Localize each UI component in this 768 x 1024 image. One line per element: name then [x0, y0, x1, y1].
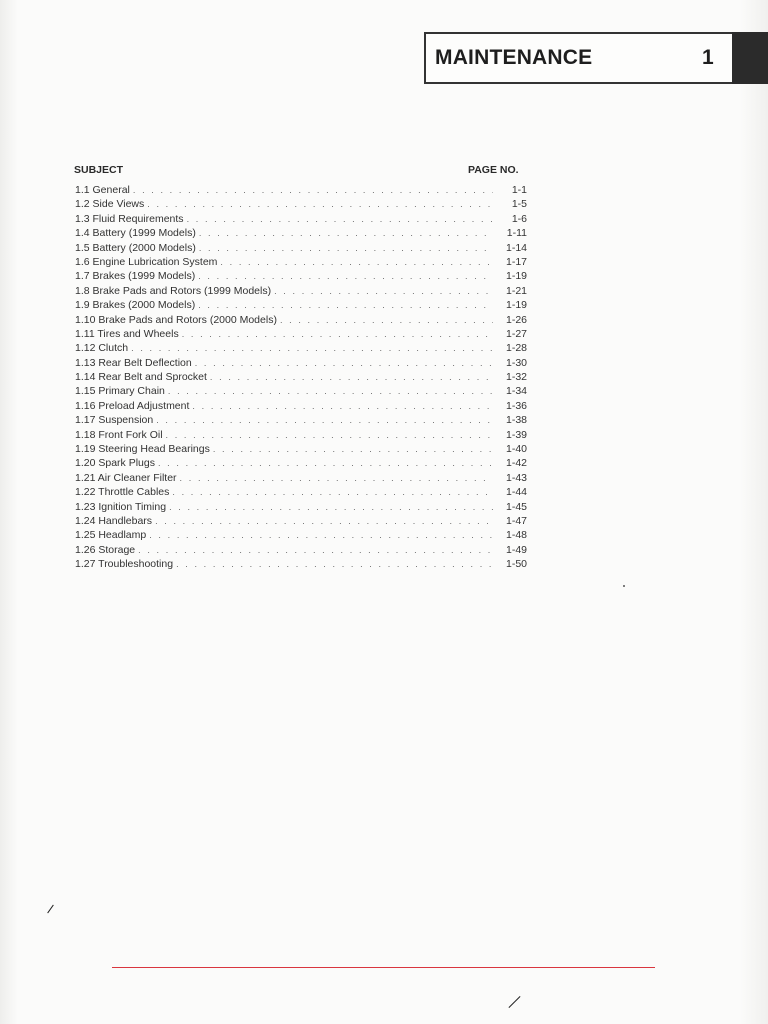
- toc-dot-leader: [192, 399, 493, 413]
- toc-dot-leader: [138, 543, 493, 557]
- toc-entry: [75, 356, 527, 370]
- toc-dot-leader: [199, 241, 493, 255]
- toc-dot-leader: [133, 183, 493, 197]
- toc-entry: [75, 298, 527, 312]
- toc-entry-page: 1-38: [505, 414, 527, 427]
- toc-entry: [75, 456, 527, 470]
- toc-entry: [75, 442, 527, 456]
- toc-entry: [75, 269, 527, 283]
- toc-entry-page: 1-30: [505, 356, 527, 369]
- toc-entry: [75, 241, 527, 255]
- toc-dot-leader: [169, 500, 493, 514]
- toc-entry: [75, 485, 527, 499]
- toc-entry: [75, 500, 527, 514]
- toc-entry-page: 1-26: [505, 313, 527, 326]
- toc-entry: [75, 183, 527, 197]
- toc-entry: [75, 255, 527, 269]
- toc-entry-title: 1.19 Steering Head Bearings: [75, 443, 210, 456]
- toc-entry-title: 1.5 Battery (2000 Models): [75, 241, 196, 254]
- toc-entry-title: 1.16 Preload Adjustment: [75, 399, 190, 412]
- toc-entry: [75, 284, 527, 298]
- toc-entry-title: 1.24 Handlebars: [75, 514, 153, 527]
- toc-entry-page: 1-45: [505, 500, 527, 513]
- toc-entry-page: 1-32: [505, 371, 527, 384]
- toc-entry-page: 1-39: [505, 428, 527, 441]
- toc-entry: [75, 413, 527, 427]
- toc-entry-page: 1-47: [505, 514, 527, 527]
- toc-entry-title: 1.17 Suspension: [75, 414, 154, 427]
- toc-entry-page: 1-34: [505, 385, 527, 398]
- toc-entry-page: 1-5: [511, 198, 527, 211]
- toc-dot-leader: [280, 313, 493, 327]
- toc-entry-title: 1.2 Side Views: [75, 198, 145, 211]
- toc-dot-leader: [155, 514, 493, 528]
- toc-entry-page: 1-14: [505, 241, 527, 254]
- toc-dot-leader: [199, 226, 493, 240]
- toc-entry: [75, 399, 527, 413]
- toc-entry-page: 1-42: [505, 457, 527, 470]
- toc-dot-leader: [198, 298, 493, 312]
- toc-entry-title: 1.10 Brake Pads and Rotors (2000 Models): [75, 313, 277, 326]
- toc-entry-title: 1.26 Storage: [75, 543, 136, 556]
- toc-entry: [75, 471, 527, 485]
- toc-entry-page: 1-27: [505, 327, 527, 340]
- toc-entry-title: 1.27 Troubleshooting: [75, 558, 174, 571]
- toc-entry-page: 1-40: [505, 443, 527, 456]
- toc-dot-leader: [180, 471, 493, 485]
- toc-dot-leader: [158, 456, 493, 470]
- chapter-tab-marker: [732, 32, 768, 84]
- toc-entry: [75, 384, 527, 398]
- toc-dot-leader: [213, 442, 493, 456]
- toc-dot-leader: [166, 428, 493, 442]
- toc-entry-title: 1.21 Air Cleaner Filter: [75, 471, 177, 484]
- toc-entry: [75, 327, 527, 341]
- toc-entry-title: 1.9 Brakes (2000 Models): [75, 299, 196, 312]
- toc-entry-title: 1.23 Ignition Timing: [75, 500, 167, 513]
- toc-entry-page: 1-43: [505, 471, 527, 484]
- toc-entry-page: 1-36: [505, 399, 527, 412]
- toc-entry-title: 1.8 Brake Pads and Rotors (1999 Models): [75, 284, 272, 297]
- toc-entry-page: 1-49: [505, 543, 527, 556]
- toc-entry-page: 1-17: [505, 255, 527, 268]
- toc-dot-leader: [195, 356, 493, 370]
- toc-dot-leader: [131, 341, 493, 355]
- footer-rule: [112, 967, 655, 968]
- toc-dot-leader: [147, 197, 493, 211]
- page-number-column-heading: PAGE NO.: [468, 164, 519, 176]
- toc-dot-leader: [149, 528, 493, 542]
- toc-entry-page: 1-44: [505, 486, 527, 499]
- toc-dot-leader: [172, 485, 493, 499]
- toc-entry-title: 1.14 Rear Belt and Sprocket: [75, 371, 207, 384]
- toc-entry-title: 1.25 Headlamp: [75, 529, 147, 542]
- toc-entry: [75, 197, 527, 211]
- toc-entry-page: 1-48: [505, 529, 527, 542]
- toc-entry-title: 1.11 Tires and Wheels: [75, 327, 179, 340]
- toc-entry-title: 1.22 Throttle Cables: [75, 486, 170, 499]
- toc-entry-title: 1.7 Brakes (1999 Models): [75, 270, 196, 283]
- toc-entry-title: 1.3 Fluid Requirements: [75, 212, 184, 225]
- toc-dot-leader: [168, 384, 493, 398]
- toc-entry: [75, 543, 527, 557]
- toc-entry: [75, 313, 527, 327]
- toc-entry: [75, 341, 527, 355]
- toc-entry-page: 1-50: [505, 558, 527, 571]
- table-of-contents: [75, 183, 527, 572]
- toc-entry-page: 1-28: [505, 342, 527, 355]
- toc-entry-page: 1-11: [506, 227, 527, 240]
- toc-entry: [75, 514, 527, 528]
- toc-entry-page: 1-21: [505, 284, 527, 297]
- toc-dot-leader: [182, 327, 493, 341]
- toc-entry-title: 1.12 Clutch: [75, 342, 129, 355]
- scan-speck: [623, 585, 625, 587]
- toc-dot-leader: [156, 413, 493, 427]
- toc-entry-title: 1.13 Rear Belt Deflection: [75, 356, 192, 369]
- toc-dot-leader: [198, 269, 493, 283]
- subject-column-heading: SUBJECT: [74, 164, 124, 176]
- toc-entry-page: 1-6: [511, 212, 527, 225]
- toc-entry-page: 1-1: [511, 184, 527, 196]
- toc-entry-title: 1.18 Front Fork Oil: [75, 428, 163, 441]
- toc-entry-page: 1-19: [505, 270, 527, 283]
- toc-entry: [75, 212, 527, 226]
- chapter-number: 1: [702, 46, 714, 69]
- toc-entry-title: 1.4 Battery (1999 Models): [75, 227, 196, 240]
- toc-entry: [75, 370, 527, 384]
- toc-entry-title: 1.15 Primary Chain: [75, 385, 165, 398]
- toc-dot-leader: [187, 212, 493, 226]
- toc-entry: [75, 557, 527, 571]
- toc-entry: [75, 528, 527, 542]
- toc-entry: [75, 428, 527, 442]
- chapter-header: [424, 32, 768, 84]
- toc-entry-title: 1.1 General: [75, 184, 130, 196]
- toc-dot-leader: [274, 284, 493, 298]
- chapter-title: MAINTENANCE: [435, 46, 593, 69]
- toc-dot-leader: [210, 370, 493, 384]
- toc-entry-title: 1.6 Engine Lubrication System: [75, 255, 218, 268]
- toc-entry-page: 1-19: [505, 299, 527, 312]
- toc-dot-leader: [176, 557, 493, 571]
- toc-entry: [75, 226, 527, 240]
- toc-entry-title: 1.20 Spark Plugs: [75, 457, 155, 470]
- toc-dot-leader: [220, 255, 493, 269]
